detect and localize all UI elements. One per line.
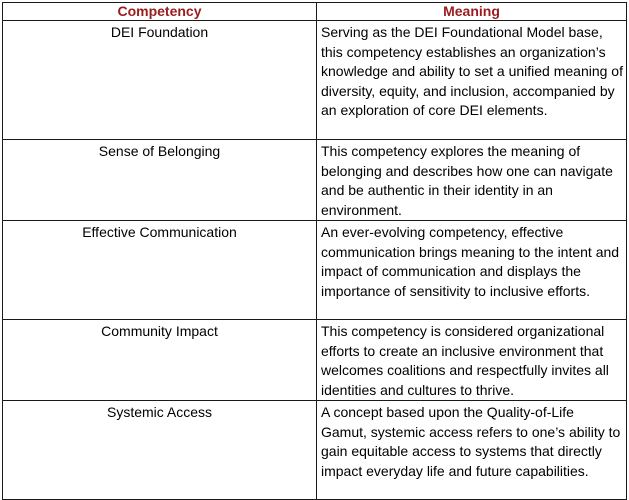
competency-cell: DEI Foundation — [3, 21, 317, 140]
meaning-cell: An ever-evolving competency, effective communication brings meaning to the intent and impact of communication and displays the importance of sensitivity to inclusive efforts. — [317, 221, 627, 320]
meaning-cell: This competency is considered organizational efforts to create an inclusive environment that welcomes coalitions and respectfully invites all identities and cultures to thrive. — [317, 320, 627, 401]
table-header-row — [3, 3, 627, 21]
competency-cell: Community Impact — [3, 320, 317, 401]
meaning-cell: This competency explores the meaning of belonging and describes how one can navigate and be authentic in their identity in an environment. — [317, 140, 627, 221]
table-row — [3, 21, 627, 140]
column-header-meaning: Meaning — [317, 3, 627, 21]
table-row — [3, 221, 627, 320]
column-header-competency: Competency — [3, 3, 317, 21]
competency-cell: Sense of Belonging — [3, 140, 317, 221]
table-row — [3, 320, 627, 401]
competency-table — [2, 2, 627, 500]
meaning-cell: A concept based upon the Quality-of-Life Gamut, systemic access refers to one’s ability to gain equitable access to systems that directly impact everyday life and future capabilities. — [317, 401, 627, 500]
table-row — [3, 401, 627, 500]
table-row — [3, 140, 627, 221]
competency-cell: Effective Communication — [3, 221, 317, 320]
competency-cell: Systemic Access — [3, 401, 317, 500]
meaning-cell: Serving as the DEI Foundational Model base, this competency establishes an organization’s knowledge and ability to set a unified meaning of diversity, equity, and inclusion, accompanied by an exploration of core DEI elements. — [317, 21, 627, 140]
